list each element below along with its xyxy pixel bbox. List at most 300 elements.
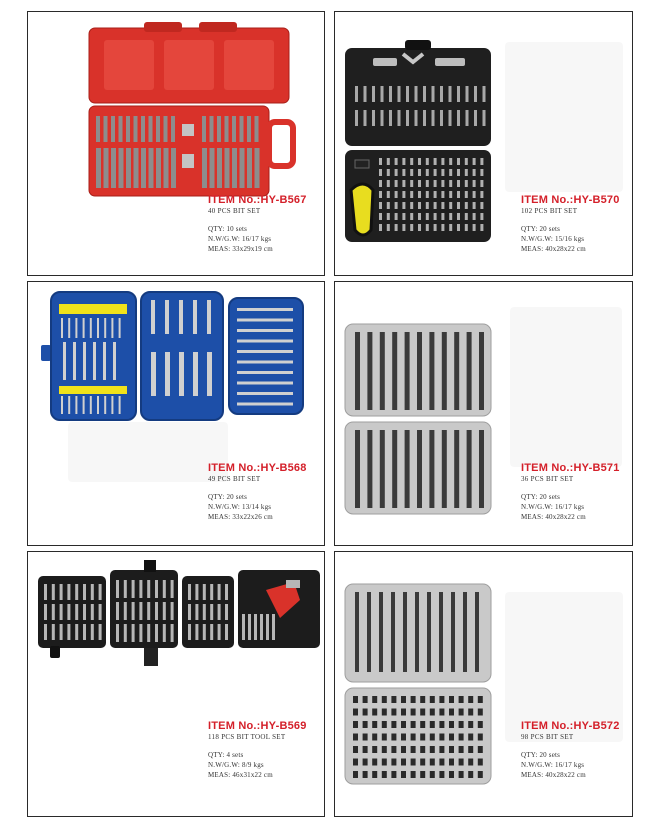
- bit-illustration: [473, 213, 476, 220]
- bit-illustration: [401, 771, 406, 778]
- bit-illustration: [141, 116, 145, 142]
- bit-illustration: [473, 169, 476, 176]
- bit-illustration: [398, 110, 401, 126]
- bit-illustration: [465, 213, 468, 220]
- bit-illustration: [387, 180, 390, 187]
- bit-illustration: [255, 116, 259, 142]
- bit-illustration: [420, 709, 425, 716]
- bit-illustration: [423, 86, 426, 102]
- product-photo-black-bit-case: [343, 40, 495, 245]
- bit-illustration: [93, 342, 96, 380]
- bit-illustration: [188, 584, 191, 600]
- bit-illustration: [449, 158, 452, 165]
- bit-illustration: [379, 191, 382, 198]
- product-card-hy-b569: [27, 551, 325, 817]
- bit-illustration: [395, 180, 398, 187]
- bit-illustration: [417, 430, 422, 508]
- bit-illustration: [240, 116, 244, 142]
- bit-illustration: [83, 604, 86, 620]
- product-info: [208, 194, 307, 254]
- bit-illustration: [83, 318, 85, 338]
- bit-illustration: [466, 110, 469, 126]
- bit-illustration: [391, 759, 396, 766]
- bit-illustration: [429, 430, 434, 508]
- bit-illustration: [382, 709, 387, 716]
- bit-illustration: [75, 396, 77, 414]
- bit-illustration: [132, 624, 135, 642]
- bit-illustration: [237, 308, 293, 311]
- bit-illustration: [441, 169, 444, 176]
- bit-illustration: [139, 602, 142, 620]
- bit-illustration: [434, 158, 437, 165]
- bit-illustration: [353, 746, 358, 753]
- bit-illustration: [441, 180, 444, 187]
- bit-illustration: [124, 624, 127, 642]
- bit-illustration: [75, 584, 78, 600]
- bit-illustration: [379, 592, 383, 672]
- bit-illustration: [426, 158, 429, 165]
- bit-illustration: [210, 116, 214, 142]
- bit-illustration: [382, 771, 387, 778]
- bit-illustration: [426, 180, 429, 187]
- bit-illustration: [260, 614, 263, 640]
- bit-illustration: [68, 318, 70, 338]
- bit-illustration: [467, 430, 472, 508]
- item-qty: QTY: 20 sets: [521, 225, 561, 233]
- bit-illustration: [193, 300, 197, 334]
- bit-illustration: [165, 300, 169, 334]
- bit-illustration: [379, 158, 382, 165]
- bit-illustration: [420, 771, 425, 778]
- bit-illustration: [411, 696, 416, 703]
- bit-illustration: [111, 116, 115, 142]
- bit-illustration: [402, 180, 405, 187]
- bit-illustration: [402, 191, 405, 198]
- bit-illustration: [387, 158, 390, 165]
- bit-illustration: [457, 180, 460, 187]
- bit-illustration: [410, 158, 413, 165]
- bit-illustration: [418, 202, 421, 209]
- bit-illustration: [459, 734, 464, 741]
- bit-illustration: [147, 580, 150, 598]
- bit-illustration: [401, 709, 406, 716]
- bit-illustration: [457, 213, 460, 220]
- bit-illustration: [442, 430, 447, 508]
- bit-illustration: [410, 213, 413, 220]
- bit-illustration: [61, 396, 63, 414]
- item-qty: QTY: 4 sets: [208, 751, 244, 759]
- bit-illustration: [449, 696, 454, 703]
- bit-illustration: [225, 604, 228, 620]
- bit-illustration: [426, 169, 429, 176]
- background-ghost-image: [510, 307, 622, 467]
- bit-illustration: [367, 332, 372, 410]
- bit-illustration: [468, 721, 473, 728]
- bit-illustration: [415, 86, 418, 102]
- bit-illustration: [90, 396, 92, 414]
- bit-illustration: [441, 191, 444, 198]
- bit-illustration: [237, 350, 293, 353]
- item-description: 98 PCS BIT SET: [521, 733, 574, 741]
- product-info: [208, 720, 307, 780]
- product-card-hy-b568: [27, 281, 325, 546]
- bit-illustration: [430, 746, 435, 753]
- bit-illustration: [410, 191, 413, 198]
- item-weight: N.W/G.W: 16/17 kgs: [521, 503, 585, 511]
- bit-illustration: [217, 148, 222, 188]
- bit-illustration: [479, 430, 484, 508]
- bit-illustration: [441, 224, 444, 231]
- bit-illustration: [420, 746, 425, 753]
- bit-illustration: [353, 709, 358, 716]
- bit-illustration: [483, 110, 486, 126]
- bit-illustration: [468, 696, 473, 703]
- bit-illustration: [441, 202, 444, 209]
- bit-illustration: [372, 110, 375, 126]
- bit-illustration: [164, 116, 168, 142]
- item-qty: QTY: 20 sets: [208, 493, 248, 501]
- bit-illustration: [411, 771, 416, 778]
- bit-illustration: [439, 771, 444, 778]
- bit-illustration: [188, 624, 191, 640]
- bit-illustration: [363, 734, 368, 741]
- bit-illustration: [387, 224, 390, 231]
- bit-illustration: [434, 169, 437, 176]
- bit-illustration: [387, 191, 390, 198]
- bit-illustration: [147, 602, 150, 620]
- bit-illustration: [418, 224, 421, 231]
- bit-illustration: [104, 318, 106, 338]
- item-measurements: MEAS: 40x28x22 cm: [521, 771, 586, 779]
- product-info: [521, 720, 620, 780]
- bit-illustration: [480, 169, 483, 176]
- bit-illustration: [465, 169, 468, 176]
- bit-illustration: [478, 696, 483, 703]
- bit-illustration: [411, 746, 416, 753]
- item-number: ITEM No.:HY-B571: [521, 462, 620, 474]
- bit-illustration: [372, 771, 377, 778]
- bit-illustration: [402, 224, 405, 231]
- bit-illustration: [449, 110, 452, 126]
- bit-illustration: [116, 580, 119, 598]
- bit-illustration: [391, 592, 395, 672]
- bit-illustration: [473, 202, 476, 209]
- bit-illustration: [119, 396, 121, 414]
- bit-illustration: [364, 86, 367, 102]
- bit-illustration: [163, 580, 166, 598]
- item-qty: QTY: 20 sets: [521, 493, 561, 501]
- bit-illustration: [415, 592, 419, 672]
- product-photo-grey-bit-case: [343, 322, 495, 517]
- bit-illustration: [401, 746, 406, 753]
- bit-illustration: [449, 202, 452, 209]
- bit-illustration: [119, 148, 124, 188]
- item-weight: N.W/G.W: 13/14 kgs: [208, 503, 272, 511]
- bit-illustration: [395, 202, 398, 209]
- bit-illustration: [111, 318, 113, 338]
- bit-illustration: [465, 191, 468, 198]
- bit-illustration: [353, 721, 358, 728]
- bit-illustration: [405, 430, 410, 508]
- item-measurements: MEAS: 46x31x22 cm: [208, 771, 273, 779]
- bit-illustration: [237, 340, 293, 343]
- bit-illustration: [96, 148, 101, 188]
- bit-illustration: [67, 624, 70, 640]
- bit-illustration: [430, 771, 435, 778]
- bit-illustration: [395, 213, 398, 220]
- bit-illustration: [479, 332, 484, 410]
- bit-illustration: [468, 709, 473, 716]
- bit-illustration: [401, 759, 406, 766]
- bit-illustration: [179, 300, 183, 334]
- bit-illustration: [410, 169, 413, 176]
- bit-illustration: [364, 110, 367, 126]
- bit-illustration: [372, 696, 377, 703]
- bit-illustration: [381, 86, 384, 102]
- bit-illustration: [372, 709, 377, 716]
- item-description: 40 PCS BIT SET: [208, 207, 261, 215]
- bit-illustration: [382, 759, 387, 766]
- bit-illustration: [449, 169, 452, 176]
- item-weight: N.W/G.W: 16/17 kgs: [521, 761, 585, 769]
- item-weight: N.W/G.W: 8/9 kgs: [208, 761, 264, 769]
- bit-illustration: [417, 332, 422, 410]
- bit-illustration: [225, 624, 228, 640]
- bit-illustration: [480, 213, 483, 220]
- bit-illustration: [465, 202, 468, 209]
- bit-illustration: [171, 148, 176, 188]
- bit-illustration: [473, 180, 476, 187]
- bit-illustration: [139, 624, 142, 642]
- item-number: ITEM No.:HY-B572: [521, 720, 620, 732]
- product-photo-red-bit-case: [84, 20, 299, 200]
- bit-illustration: [459, 771, 464, 778]
- bit-illustration: [451, 592, 455, 672]
- bit-illustration: [392, 430, 397, 508]
- bit-illustration: [440, 110, 443, 126]
- bit-illustration: [391, 746, 396, 753]
- bit-illustration: [420, 721, 425, 728]
- bit-illustration: [217, 116, 221, 142]
- bit-illustration: [411, 734, 416, 741]
- bit-illustration: [468, 771, 473, 778]
- bit-illustration: [415, 110, 418, 126]
- bit-illustration: [418, 169, 421, 176]
- bit-illustration: [44, 604, 47, 620]
- bit-illustration: [254, 614, 257, 640]
- bit-illustration: [439, 721, 444, 728]
- bit-illustration: [387, 169, 390, 176]
- product-info: [521, 194, 620, 254]
- bit-illustration: [449, 224, 452, 231]
- bit-illustration: [429, 332, 434, 410]
- product-card-hy-b567: [27, 11, 325, 276]
- bit-illustration: [467, 332, 472, 410]
- bit-illustration: [104, 148, 109, 188]
- bit-illustration: [434, 202, 437, 209]
- bit-illustration: [353, 734, 358, 741]
- bit-illustration: [432, 86, 435, 102]
- bit-illustration: [363, 759, 368, 766]
- bit-illustration: [427, 592, 431, 672]
- bit-illustration: [441, 213, 444, 220]
- bit-illustration: [434, 180, 437, 187]
- bit-illustration: [237, 319, 293, 322]
- bit-illustration: [459, 696, 464, 703]
- bit-illustration: [68, 396, 70, 414]
- bit-illustration: [207, 300, 211, 334]
- bit-illustration: [459, 721, 464, 728]
- bit-illustration: [363, 746, 368, 753]
- bit-illustration: [91, 584, 94, 600]
- bit-illustration: [402, 202, 405, 209]
- bit-illustration: [454, 430, 459, 508]
- bit-illustration: [379, 202, 382, 209]
- bit-illustration: [381, 110, 384, 126]
- bit-illustration: [410, 202, 413, 209]
- bit-illustration: [474, 86, 477, 102]
- bit-illustration: [466, 86, 469, 102]
- bit-illustration: [434, 191, 437, 198]
- bit-illustration: [202, 116, 206, 142]
- bit-illustration: [218, 584, 221, 600]
- bit-illustration: [163, 602, 166, 620]
- bit-illustration: [97, 396, 99, 414]
- bit-illustration: [454, 332, 459, 410]
- bit-illustration: [418, 158, 421, 165]
- bit-illustration: [203, 604, 206, 620]
- bit-illustration: [382, 721, 387, 728]
- bit-illustration: [387, 202, 390, 209]
- item-measurements: MEAS: 40x28x22 cm: [521, 513, 586, 521]
- bit-illustration: [418, 180, 421, 187]
- bit-illustration: [480, 202, 483, 209]
- item-description: 36 PCS BIT SET: [521, 475, 574, 483]
- bit-illustration: [430, 759, 435, 766]
- bit-illustration: [63, 342, 66, 380]
- bit-illustration: [439, 746, 444, 753]
- bit-illustration: [420, 734, 425, 741]
- bit-illustration: [380, 430, 385, 508]
- product-info: [521, 462, 620, 522]
- item-number: ITEM No.:HY-B568: [208, 462, 307, 474]
- bit-illustration: [355, 430, 360, 508]
- bit-illustration: [126, 148, 131, 188]
- bit-illustration: [372, 759, 377, 766]
- bit-illustration: [353, 771, 358, 778]
- bit-illustration: [432, 110, 435, 126]
- bit-illustration: [195, 624, 198, 640]
- bit-illustration: [61, 318, 63, 338]
- bit-illustration: [155, 580, 158, 598]
- bit-illustration: [406, 86, 409, 102]
- bit-illustration: [478, 746, 483, 753]
- bit-illustration: [240, 148, 245, 188]
- bit-illustration: [139, 580, 142, 598]
- bit-illustration: [52, 604, 55, 620]
- bit-illustration: [363, 721, 368, 728]
- bit-illustration: [171, 116, 175, 142]
- bit-illustration: [225, 584, 228, 600]
- bit-illustration: [434, 224, 437, 231]
- bit-illustration: [420, 759, 425, 766]
- bit-illustration: [75, 318, 77, 338]
- bit-illustration: [395, 224, 398, 231]
- background-ghost-image: [68, 422, 228, 482]
- bit-illustration: [111, 396, 113, 414]
- bit-illustration: [103, 342, 106, 380]
- bit-illustration: [391, 721, 396, 728]
- item-number: ITEM No.:HY-B569: [208, 720, 307, 732]
- bit-illustration: [132, 580, 135, 598]
- bit-illustration: [411, 721, 416, 728]
- bit-illustration: [430, 721, 435, 728]
- bit-illustration: [97, 318, 99, 338]
- bit-illustration: [410, 180, 413, 187]
- bit-illustration: [104, 116, 108, 142]
- bit-illustration: [99, 624, 102, 640]
- bit-illustration: [164, 148, 169, 188]
- item-measurements: MEAS: 40x28x22 cm: [521, 245, 586, 253]
- bit-illustration: [119, 116, 123, 142]
- bit-illustration: [401, 734, 406, 741]
- bit-illustration: [195, 584, 198, 600]
- bit-illustration: [380, 332, 385, 410]
- bit-illustration: [60, 624, 63, 640]
- bit-illustration: [391, 734, 396, 741]
- bit-illustration: [411, 759, 416, 766]
- bit-illustration: [134, 148, 139, 188]
- bit-illustration: [439, 734, 444, 741]
- bit-illustration: [156, 148, 161, 188]
- item-measurements: MEAS: 33x29x19 cm: [208, 245, 273, 253]
- bit-illustration: [468, 734, 473, 741]
- bit-illustration: [392, 332, 397, 410]
- bit-illustration: [387, 213, 390, 220]
- bit-illustration: [475, 592, 479, 672]
- bit-illustration: [90, 318, 92, 338]
- bit-illustration: [402, 158, 405, 165]
- item-number: ITEM No.:HY-B570: [521, 194, 620, 206]
- bit-illustration: [355, 86, 358, 102]
- item-weight: N.W/G.W: 16/17 kgs: [208, 235, 272, 243]
- bit-illustration: [398, 86, 401, 102]
- bit-illustration: [389, 110, 392, 126]
- bit-illustration: [147, 624, 150, 642]
- bit-illustration: [171, 580, 174, 598]
- bit-illustration: [132, 602, 135, 620]
- bit-illustration: [96, 116, 100, 142]
- bit-illustration: [149, 148, 154, 188]
- bit-illustration: [353, 759, 358, 766]
- bit-illustration: [111, 148, 116, 188]
- bit-illustration: [134, 116, 138, 142]
- bit-illustration: [126, 116, 130, 142]
- bit-illustration: [441, 158, 444, 165]
- background-ghost-image: [505, 42, 623, 192]
- bit-illustration: [457, 86, 460, 102]
- bit-illustration: [210, 584, 213, 600]
- bit-illustration: [179, 352, 184, 396]
- bit-illustration: [459, 746, 464, 753]
- bit-illustration: [468, 759, 473, 766]
- bit-illustration: [248, 614, 251, 640]
- item-description: 102 PCS BIT SET: [521, 207, 578, 215]
- bit-illustration: [203, 584, 206, 600]
- product-info: [208, 462, 307, 522]
- bit-illustration: [426, 202, 429, 209]
- bit-illustration: [151, 352, 156, 396]
